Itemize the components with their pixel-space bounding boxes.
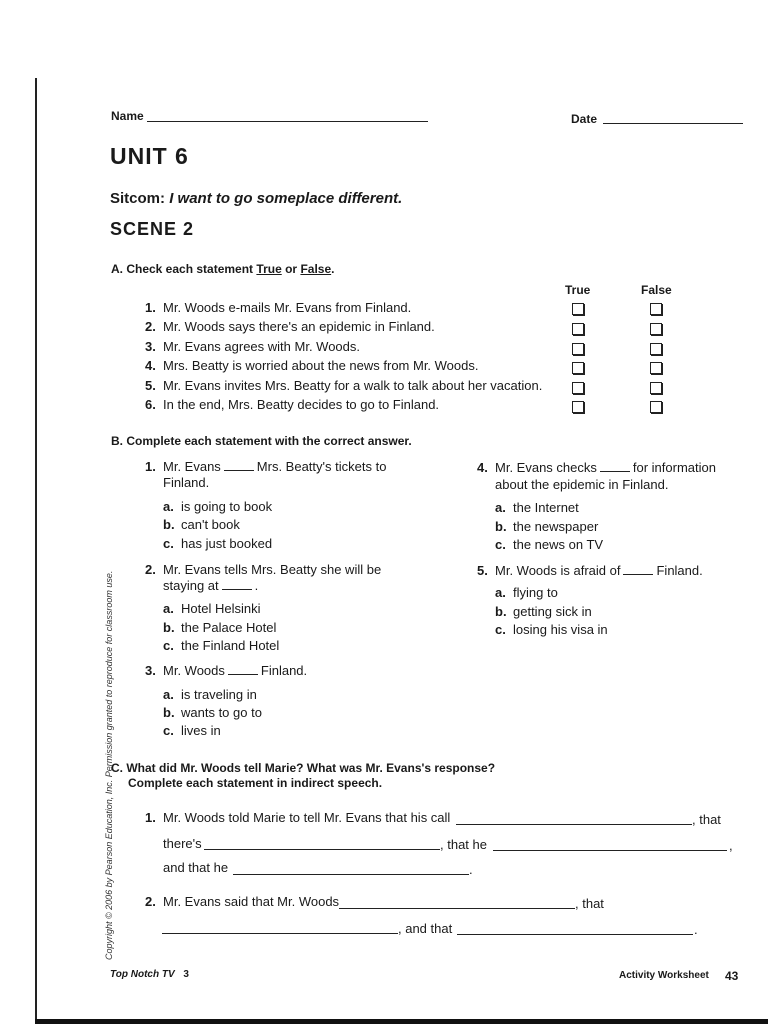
true-checkbox-5[interactable] <box>572 382 584 394</box>
b-q5-option-c[interactable] <box>495 622 608 637</box>
option-letter: a. <box>495 500 506 515</box>
section-a-instruction <box>111 262 334 276</box>
false-checkbox-3[interactable] <box>650 343 662 355</box>
true-checkbox-6[interactable] <box>572 401 584 413</box>
question-text: Mr. Woods <box>163 663 225 678</box>
c-q1-that-1: , that <box>692 812 721 827</box>
c-q1-answer-line-1[interactable] <box>456 824 692 825</box>
option-letter: a. <box>163 499 174 514</box>
date-label: Date <box>571 112 598 126</box>
section-a-or-word: or <box>285 262 298 276</box>
section-a-item-1 <box>145 300 411 315</box>
false-checkbox-1[interactable] <box>650 303 662 315</box>
item-text: Mr. Woods e-mails Mr. Evans from Finland. <box>163 300 412 315</box>
option-text: can't book <box>181 517 240 532</box>
question-number: 2. <box>145 894 156 909</box>
option-letter: c. <box>495 537 506 552</box>
question-text: Mrs. Beatty's tickets to <box>256 459 387 474</box>
b-q1-option-a[interactable] <box>163 499 272 514</box>
option-text: the Palace Hotel <box>181 620 277 635</box>
section-a-item-5 <box>145 378 542 393</box>
name-field-line[interactable] <box>147 121 428 122</box>
option-text: lives in <box>181 723 221 738</box>
b-question-2 <box>145 562 381 577</box>
b-q3-option-a[interactable] <box>163 687 257 702</box>
option-text: getting sick in <box>513 604 592 619</box>
section-a-false-word: False <box>300 262 332 276</box>
option-letter: b. <box>163 620 175 635</box>
section-c-instruction-line-2: Complete each statement in indirect speech. <box>128 776 383 790</box>
question-number: 2. <box>145 562 156 577</box>
option-letter: c. <box>163 536 174 551</box>
option-text: flying to <box>513 585 558 600</box>
page-left-border <box>35 78 37 1024</box>
c-q1-answer-line-3[interactable] <box>493 850 727 851</box>
item-text: Mr. Evans agrees with Mr. Woods. <box>163 339 360 354</box>
section-a-item-4 <box>145 358 479 373</box>
section-a-true-word: True <box>256 262 282 276</box>
c-q2-answer-line-3[interactable] <box>457 934 693 935</box>
option-letter: a. <box>495 585 506 600</box>
sitcom-line <box>110 190 402 207</box>
column-header-true: True <box>565 283 591 297</box>
true-checkbox-3[interactable] <box>572 343 584 355</box>
b-q2-option-c[interactable] <box>163 638 279 653</box>
question-text: staying at <box>163 578 219 593</box>
false-checkbox-5[interactable] <box>650 382 662 394</box>
b-question-1 <box>145 459 386 474</box>
item-text: Mr. Evans invites Mrs. Beatty for a walk to talk about her vacation. <box>163 378 543 393</box>
unit-title: UNIT 6 <box>110 143 189 169</box>
section-b-instruction: B. Complete each statement with the correct answer. <box>111 434 412 448</box>
section-a-item-2 <box>145 319 435 334</box>
option-text: losing his visa in <box>513 622 608 637</box>
question-text: Mr. Evans said that Mr. Woods <box>163 894 340 909</box>
footer-right-title: Activity Worksheet <box>619 970 709 981</box>
b-q1-option-b[interactable] <box>163 517 240 532</box>
option-letter: b. <box>163 705 175 720</box>
c-question-1-line-1 <box>145 810 450 825</box>
item-text: In the end, Mrs. Beatty decides to go to Finland. <box>163 397 440 412</box>
item-number: 2. <box>145 319 156 334</box>
b-q5-option-b[interactable] <box>495 604 592 619</box>
question-number: 3. <box>145 663 156 678</box>
b-question-3 <box>145 663 307 678</box>
b-q3-option-c[interactable] <box>163 723 221 738</box>
b-question-4 <box>477 460 716 475</box>
option-text: is traveling in <box>181 687 257 702</box>
b-q2-option-b[interactable] <box>163 620 276 635</box>
c-q1-that-he: , that he <box>440 837 487 852</box>
true-checkbox-1[interactable] <box>572 303 584 315</box>
option-text: the Internet <box>513 500 579 515</box>
question-text: . <box>254 578 259 593</box>
option-letter: a. <box>163 601 174 616</box>
question-number: 1. <box>145 810 156 825</box>
c-question-2-line-1 <box>145 894 339 909</box>
option-letter: c. <box>163 723 174 738</box>
c-q1-answer-line-2[interactable] <box>204 849 440 850</box>
copyright-notice: Copyright © 2006 by Pearson Education, Inc. Permission granted to reproduce for classroom use. <box>104 570 114 960</box>
c-q1-comma: , <box>729 838 733 853</box>
answer-blank[interactable] <box>600 460 630 472</box>
question-text: Mr. Woods is afraid of <box>495 563 621 578</box>
c-q1-answer-line-4[interactable] <box>233 874 469 875</box>
question-number: 5. <box>477 563 488 578</box>
section-a-prefix: A. Check each statement <box>111 262 254 276</box>
answer-blank[interactable] <box>222 578 252 590</box>
b-question-5 <box>477 563 703 578</box>
footer-episode-number: 3 <box>183 969 189 980</box>
option-text: is going to book <box>181 499 273 514</box>
footer-series-title: Top Notch TV <box>110 969 175 980</box>
c-q2-answer-line-2[interactable] <box>162 933 398 934</box>
item-text: Mrs. Beatty is worried about the news from Mr. Woods. <box>163 358 479 373</box>
true-checkbox-2[interactable] <box>572 323 584 335</box>
date-field-line[interactable] <box>603 123 743 124</box>
b-question-2-line-2 <box>163 578 258 593</box>
c-q2-answer-line-1[interactable] <box>339 908 575 909</box>
false-checkbox-4[interactable] <box>650 362 662 374</box>
page-bottom-border <box>35 1019 768 1024</box>
option-letter: c. <box>163 638 174 653</box>
item-number: 5. <box>145 378 156 393</box>
b-q5-option-a[interactable] <box>495 585 558 600</box>
false-checkbox-6[interactable] <box>650 401 662 413</box>
c-q2-and-that: , and that <box>398 921 453 936</box>
option-letter: c. <box>495 622 506 637</box>
b-q1-option-c[interactable] <box>163 536 272 551</box>
column-header-false: False <box>641 283 672 297</box>
c-q2-period: . <box>694 922 698 937</box>
option-text: Hotel Helsinki <box>181 601 261 616</box>
c-q1-and-that-he: and that he <box>163 860 229 875</box>
option-text: wants to go to <box>181 705 262 720</box>
question-text: for information <box>632 460 716 475</box>
item-number: 6. <box>145 397 156 412</box>
name-label: Name <box>111 109 144 123</box>
sitcom-label: Sitcom: <box>110 190 166 207</box>
option-text: the news on TV <box>513 537 604 552</box>
page-number: 43 <box>725 969 739 983</box>
answer-blank[interactable] <box>623 563 653 575</box>
question-text: Finland. <box>260 663 308 678</box>
answer-blank[interactable] <box>228 663 258 675</box>
section-a-period: . <box>331 262 335 276</box>
item-number: 3. <box>145 339 156 354</box>
question-text: Finland. <box>656 563 703 578</box>
section-c-instruction-line-1: C. What did Mr. Woods tell Marie? What was Mr. Evans's response? <box>111 761 496 775</box>
c-q1-period: . <box>469 862 473 877</box>
question-number: 1. <box>145 459 156 474</box>
false-checkbox-2[interactable] <box>650 323 662 335</box>
section-a-item-3 <box>145 339 360 354</box>
option-text: has just booked <box>181 536 273 551</box>
answer-blank[interactable] <box>224 459 254 471</box>
question-number: 4. <box>477 460 488 475</box>
question-text: Mr. Woods told Marie to tell Mr. Evans that his call <box>163 810 451 825</box>
question-text: Mr. Evans checks <box>495 460 597 475</box>
option-letter: a. <box>163 687 174 702</box>
question-text: Mr. Evans <box>163 459 221 474</box>
b-question-1-line-2: Finland. <box>163 475 210 490</box>
b-q4-option-a[interactable] <box>495 500 579 515</box>
item-number: 4. <box>145 358 156 373</box>
question-text: Mr. Evans tells Mrs. Beatty she will be <box>163 562 382 577</box>
item-number: 1. <box>145 300 156 315</box>
c-q1-theres: there's <box>163 836 202 851</box>
b-q4-option-b[interactable] <box>495 519 598 534</box>
b-q4-option-c[interactable] <box>495 537 603 552</box>
option-text: the Finland Hotel <box>181 638 280 653</box>
option-letter: b. <box>163 517 175 532</box>
option-letter: b. <box>495 519 507 534</box>
b-question-4-line-2: about the epidemic in Finland. <box>495 477 669 492</box>
section-a-item-6 <box>145 397 439 412</box>
option-letter: b. <box>495 604 507 619</box>
sitcom-title: I want to go someplace different. <box>169 190 403 207</box>
b-q3-option-b[interactable] <box>163 705 262 720</box>
scene-title: SCENE 2 <box>110 219 195 239</box>
item-text: Mr. Woods says there's an epidemic in Finland. <box>163 319 435 334</box>
option-text: the newspaper <box>513 519 599 534</box>
footer-left <box>110 969 189 980</box>
b-q2-option-a[interactable] <box>163 601 260 616</box>
c-q2-that: , that <box>575 896 604 911</box>
true-checkbox-4[interactable] <box>572 362 584 374</box>
